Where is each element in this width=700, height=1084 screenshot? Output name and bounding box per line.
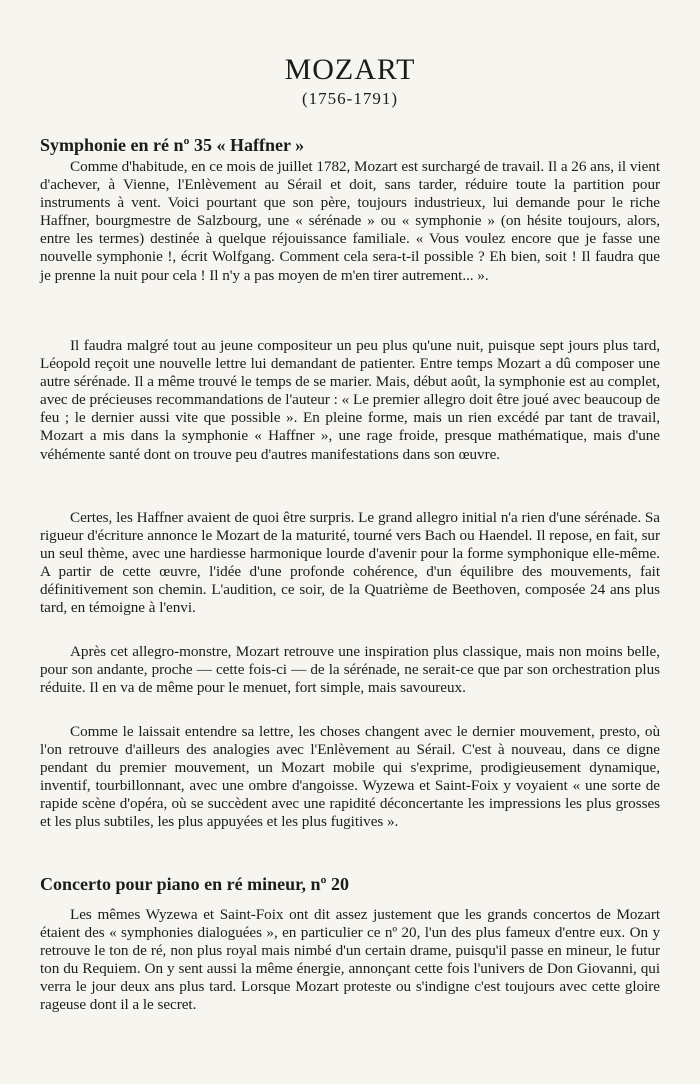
paragraph: Comme le laissait entendre sa lettre, les choses changent avec le dernier mouvement, presto, où l'on retrouve d'ailleurs des analogies avec l'Enlèvement au Sérail. C'est à nouveau, dans ce digne pendant du premier mouvement, un Mozart mobile qui s'exprime, prodigieusement dynamique, inventif, tourbillonnant, avec une ombre d'angoisse. Wyzewa et Saint-Foix y voyaient « une sorte de rapide scène d'opéra, où se succèdent avec une rapidité déconcertante les impressions les plus grosses et les plus subtiles, les plus appuyées et les plus fugitives ». <box>40 723 660 831</box>
page-subtitle-dates: (1756-1791) <box>302 89 398 108</box>
paragraph: Les mêmes Wyzewa et Saint-Foix ont dit assez justement que les grands concertos de Mozart étaient des « symphonies dialoguées », en particulier ce nº 20, l'un des plus fameux d'entre eux. On y retrouve le ton de ré, non plus royal mais nimbé d'un certain drame, puisqu'il passe en mineur, le futur ton du Requiem. On y sent aussi la même énergie, annonçant cette fois l'univers de Don Giovanni, qui verra le jour deux ans plus tard. Lorsque Mozart proteste ou s'indigne c'est toujours avec cette gloire rageuse dont il a le secret. <box>40 906 660 1014</box>
paragraph: Certes, les Haffner avaient de quoi être surpris. Le grand allegro initial n'a rien d'une sérénade. Sa rigueur d'écriture annonce le Mozart de la maturité, tourné vers Bach ou Haendel. Il repose, en fait, sur un seul thème, avec une hardiesse harmonique lourde d'avenir pour la forme symphonique elle-même. A partir de cette œuvre, l'idée d'une profonde cohérence, d'un équilibre des mouvements, fait définitivement son chemin. L'audition, ce soir, de la Quatrième de Beethoven, composée 24 ans plus tard, en témoigne à l'envi. <box>40 509 660 617</box>
paragraph: Comme d'habitude, en ce mois de juillet 1782, Mozart est surchargé de travail. Il a 26 ans, il vient d'achever, à Vienne, l'Enlèvement au Sérail et doit, sans tarder, réduire toute la partition pour instruments à vent. Voici pourtant que son père, toujours industrieux, lui demande pour le riche Haffner, bourgmestre de Salzbourg, une « sérénade » ou « symphonie » (on hésite toujours, alors, entre les termes) destinée à quelque réjouissance familiale. « Vous voulez encore que je fasse une nouvelle symphonie !, écrit Wolfgang. Comment cela sera-t-il possible ? Eh bien, soit ! Il faudra que je prenne la nuit pour cela ! Il n'y a pas moyen de m'en tirer autrement... ». <box>40 158 660 284</box>
paragraph: Après cet allegro-monstre, Mozart retrouve une inspiration plus classique, mais non moins belle, pour son andante, proche — cette fois-ci — de la sérénade, ne serait-ce que par son orchestration plus réduite. Il en va de même pour le menuet, fort simple, mais savoureux. <box>40 643 660 697</box>
paragraph: Il faudra malgré tout au jeune compositeur un peu plus qu'une nuit, puisque sept jours plus tard, Léopold reçoit une nouvelle lettre lui demandant de patienter. Entre temps Mozart a dû composer une autre sérénade. Il a même trouvé le temps de se marier. Mais, début août, la symphonie est au complet, avec de précieuses recommandations de l'auteur : « Le premier allegro doit être joué avec beaucoup de feu ; le dernier aussi vite que possible ». En pleine forme, mais un rien excédé par tant de travail, Mozart a mis dans la symphonie « Haffner », une rage froide, presque mathématique, mais d'une véhémente santé dont on trouve peu d'autres manifestations dans son œuvre. <box>40 337 660 463</box>
section-title-concerto: Concerto pour piano en ré mineur, nº 20 <box>40 874 349 894</box>
document-page <box>40 0 660 1014</box>
page-title: MOZART <box>284 53 416 86</box>
section-title-symphonie: Symphonie en ré nº 35 « Haffner » <box>40 135 305 155</box>
